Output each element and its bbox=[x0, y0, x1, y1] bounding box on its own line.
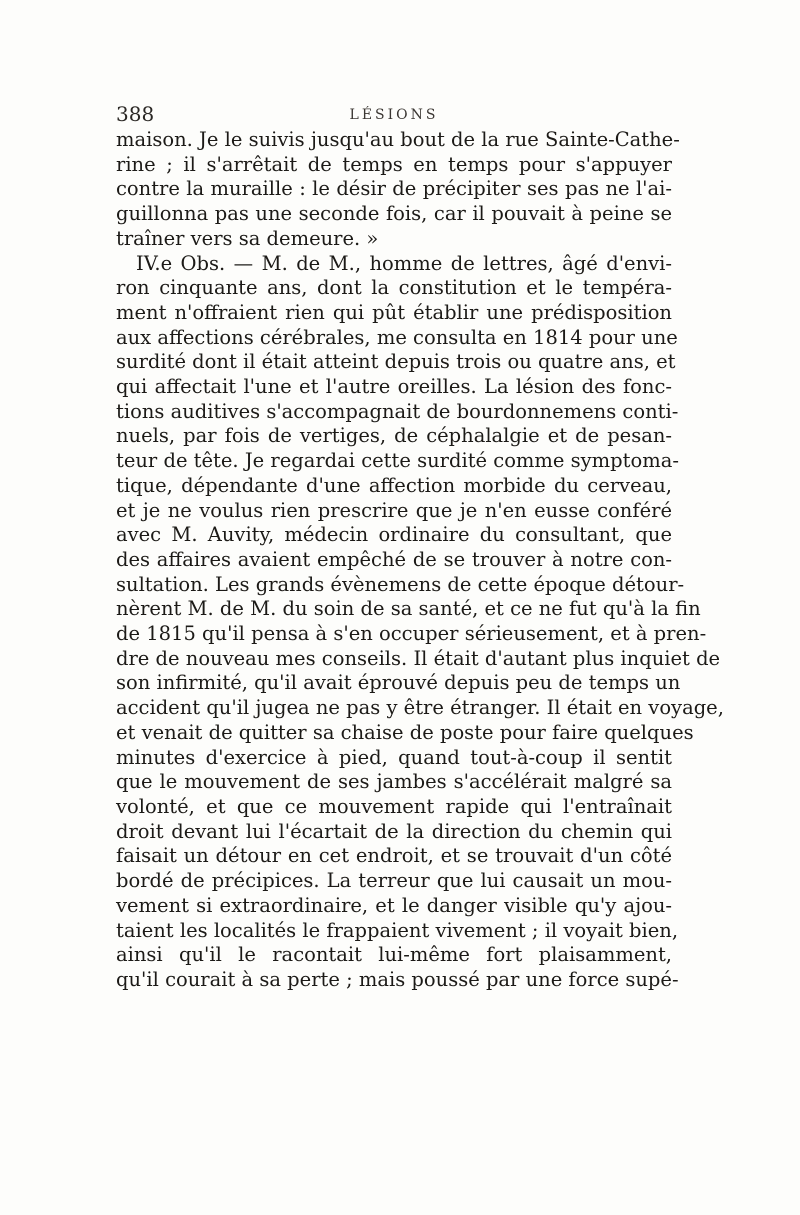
text-line: qu'il courait à sa perte ; mais poussé par une force supé- bbox=[116, 967, 679, 991]
text-line: que le mouvement de ses jambes s'accélérait malgré sa bbox=[116, 770, 672, 794]
text-line: tions auditives s'accompagnait de bourdonnemens conti- bbox=[116, 399, 679, 423]
text-line: IV.e Obs. — M. de M., homme de lettres, âgé d'envi- bbox=[136, 251, 672, 275]
text-line: et je ne voulus rien prescrire que je n'en eusse conféré bbox=[116, 498, 672, 522]
text-line: traîner vers sa demeure. » bbox=[116, 226, 379, 250]
text-line: taient les localités le frappaient vivement ; il voyait bien, bbox=[116, 918, 679, 942]
text-line: son infirmité, qu'il avait éprouvé depuis peu de temps un bbox=[116, 671, 681, 695]
text-line: accident qu'il jugea ne pas y être étranger. Il était en voyage, bbox=[116, 696, 724, 720]
text-line: bordé de précipices. La terreur que lui causait un mou- bbox=[116, 869, 672, 893]
text-line: rine ; il s'arrêtait de temps en temps pour s'appuyer bbox=[116, 152, 672, 176]
text-line: teur de tête. Je regardai cette surdité comme symptoma- bbox=[116, 449, 679, 473]
text-line: sultation. Les grands évènemens de cette époque détour- bbox=[116, 572, 685, 596]
text-line: avec M. Auvity, médecin ordinaire du consultant, que bbox=[116, 523, 672, 547]
text-line: des affaires avaient empêché de se trouver à notre con- bbox=[116, 547, 672, 571]
text-line: surdité dont il était atteint depuis trois ou quatre ans, et bbox=[116, 350, 676, 374]
text-line: droit devant lui l'écartait de la direction du chemin qui bbox=[116, 819, 672, 843]
body-text bbox=[116, 128, 724, 993]
text-line: ainsi qu'il le racontait lui-même fort plaisamment, bbox=[116, 943, 672, 967]
text-line: faisait un détour en cet endroit, et se trouvait d'un côté bbox=[116, 844, 672, 868]
page-number: 388 bbox=[116, 102, 155, 126]
text-line: dre de nouveau mes conseils. Il était d'autant plus inquiet de bbox=[116, 646, 721, 670]
text-line: qui affectait l'une et l'autre oreilles. La lésion des fonc- bbox=[116, 375, 672, 399]
running-head: LÉSIONS bbox=[349, 107, 439, 123]
page-header bbox=[116, 100, 672, 128]
text-line: volonté, et que ce mouvement rapide qui l'entraînait bbox=[116, 794, 672, 818]
text-line: guillonna pas une seconde fois, car il pouvait à peine se bbox=[116, 202, 672, 226]
text-line: tique, dépendante d'une affection morbide du cerveau, bbox=[116, 473, 672, 497]
text-line: maison. Je le suivis jusqu'au bout de la rue Sainte-Cathe- bbox=[116, 128, 680, 151]
text-line: nuels, par fois de vertiges, de céphalalgie et de pesan- bbox=[116, 424, 672, 448]
text-line: ron cinquante ans, dont la constitution et le tempéra- bbox=[116, 276, 672, 300]
text-line: vement si extraordinaire, et le danger visible qu'y ajou- bbox=[116, 893, 672, 917]
text-line: aux affections cérébrales, me consulta en 1814 pour une bbox=[116, 325, 678, 349]
text-line: contre la muraille : le désir de précipiter ses pas ne l'ai- bbox=[116, 177, 672, 201]
text-line: nèrent M. de M. du soin de sa santé, et ce ne fut qu'à la fin bbox=[116, 597, 701, 621]
text-line: de 1815 qu'il pensa à s'en occuper sérieusement, et à pren- bbox=[116, 622, 707, 646]
text-line: et venait de quitter sa chaise de poste pour faire quelques bbox=[116, 720, 694, 744]
text-line: ment n'offraient rien qui pût établir une prédisposition bbox=[116, 300, 672, 324]
text-line: minutes d'exercice à pied, quand tout-à-coup il sentit bbox=[116, 745, 672, 769]
